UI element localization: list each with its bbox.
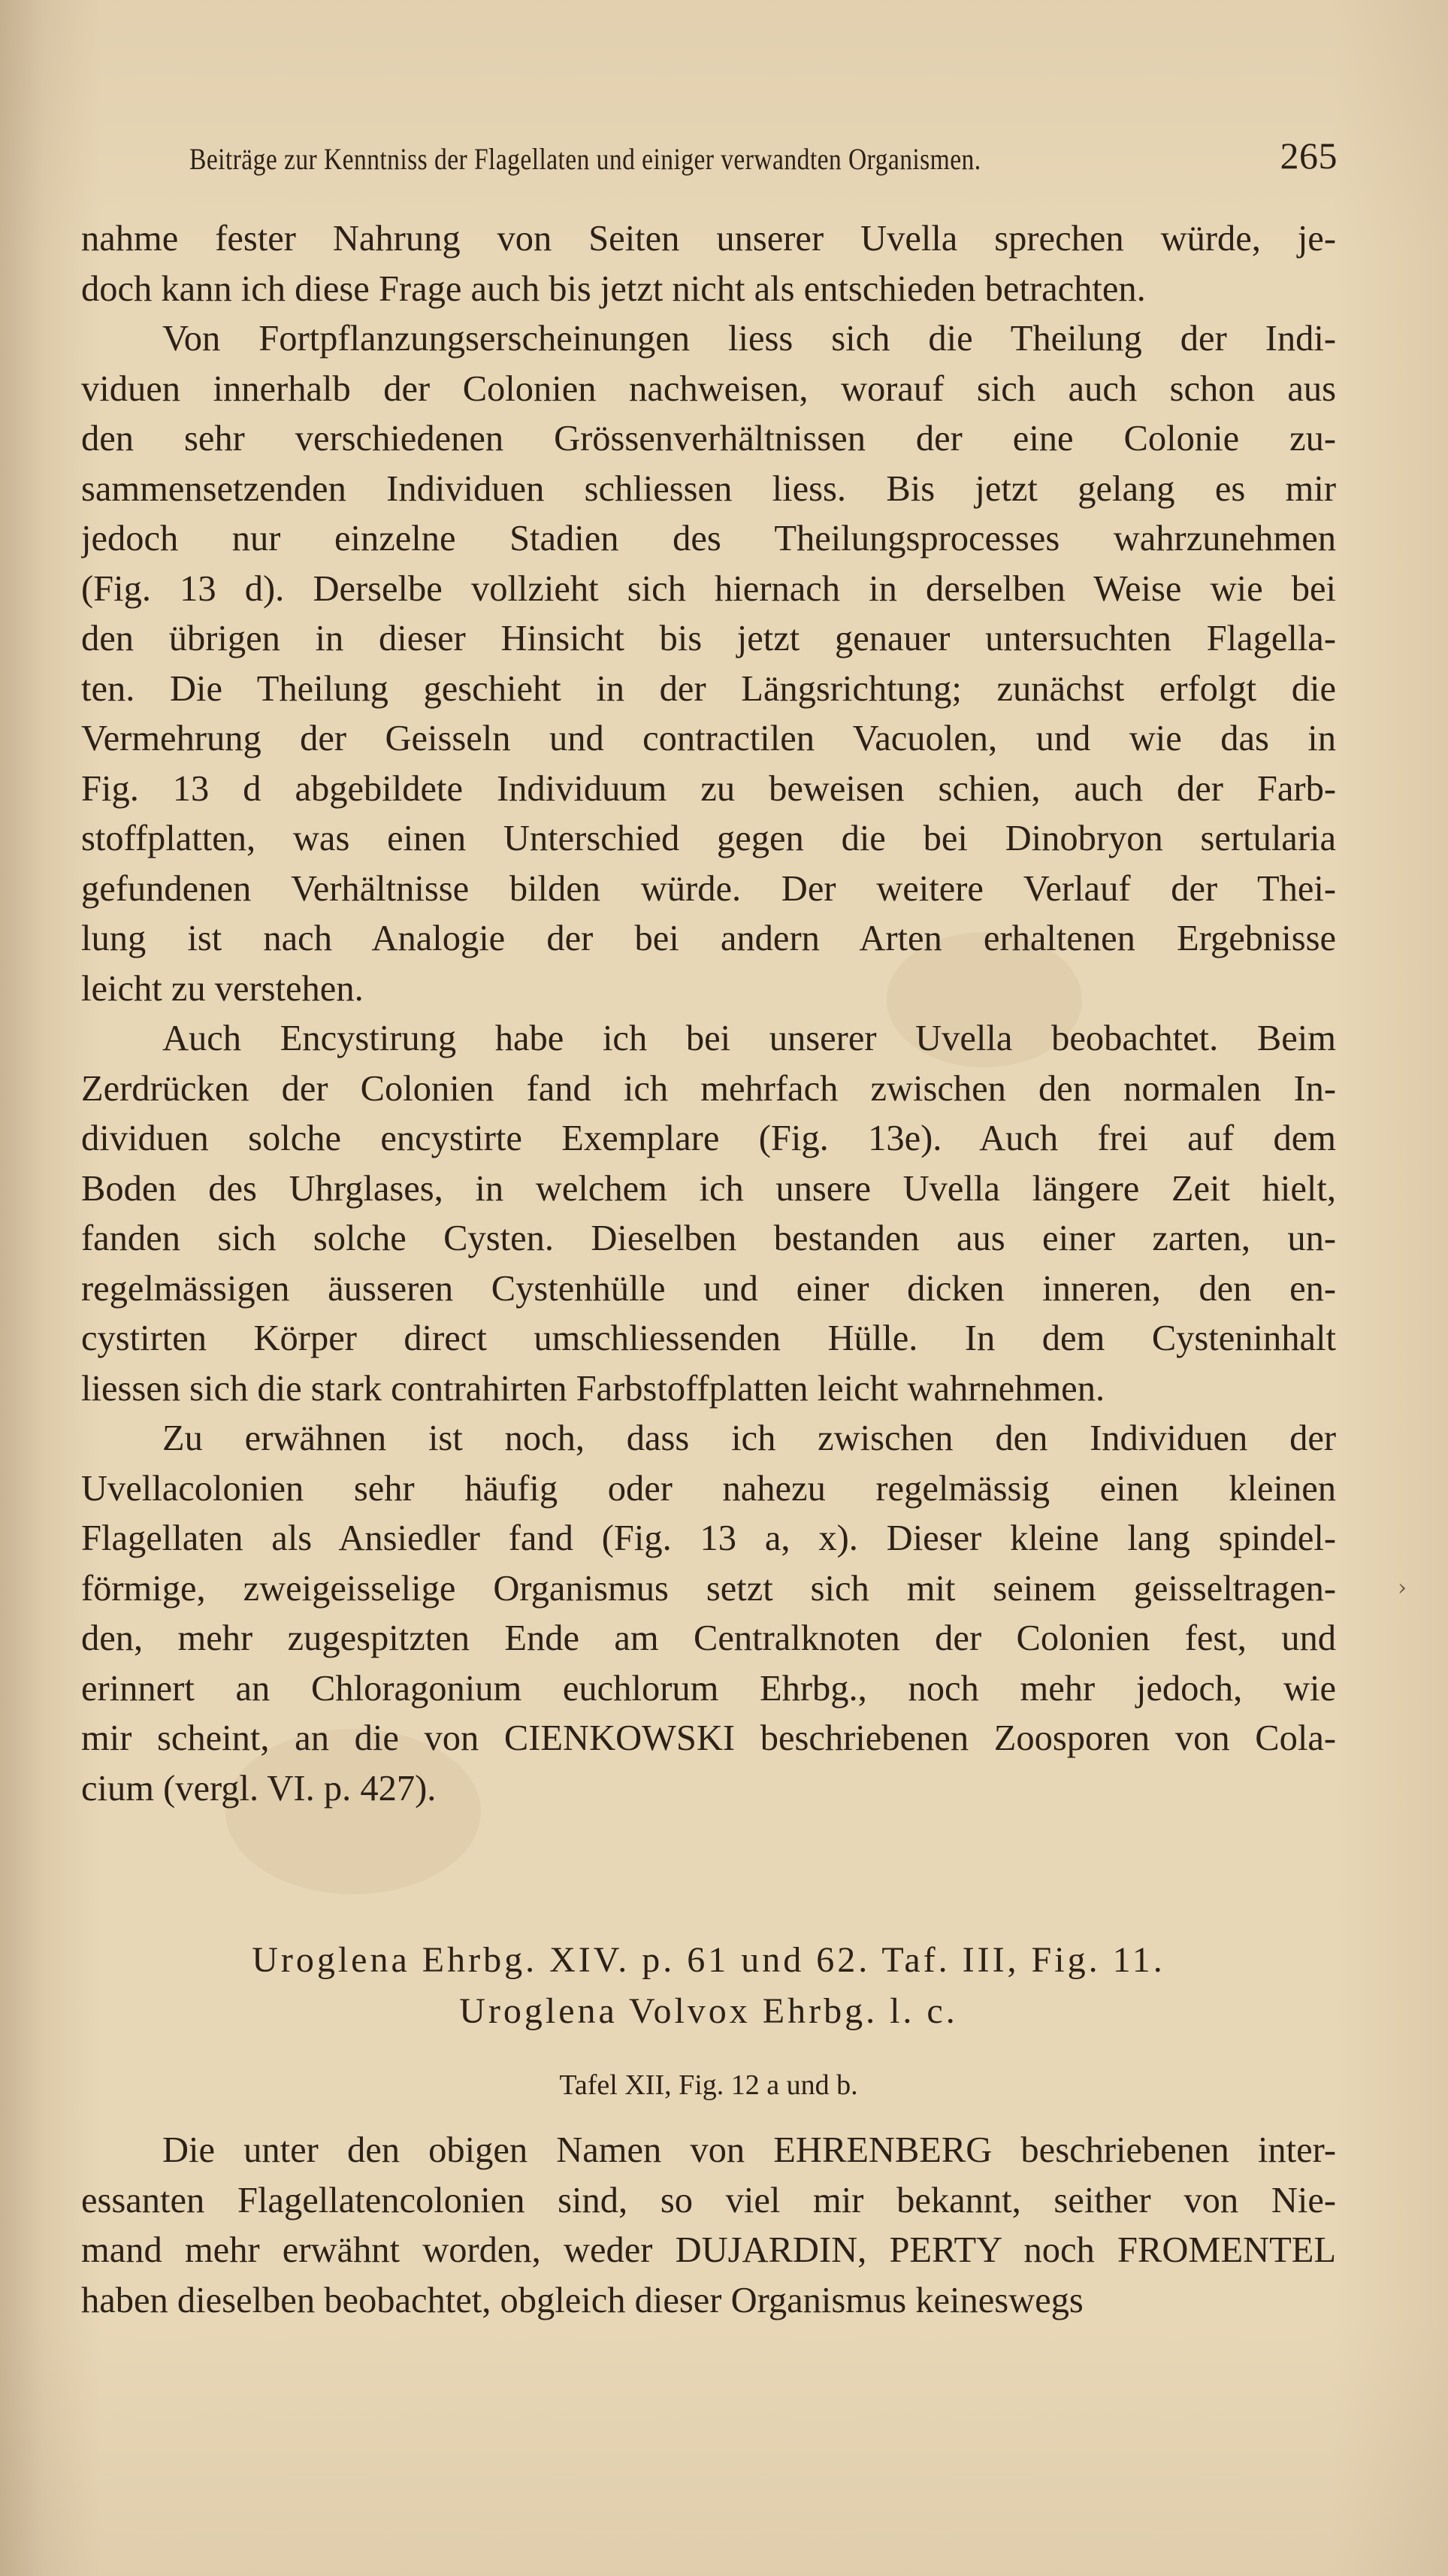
text-line: gefundenen Verhältnisse bilden würde. Der weitere Verlauf der Thei- — [81, 868, 1336, 909]
margin-mark: › — [1398, 1575, 1407, 1601]
text-line: Fig. 13 d abgebildete Individuum zu beweisen schien, auch der Farb- — [81, 768, 1336, 809]
text-line: ten. Die Theilung geschieht in der Längsrichtung; zunächst erfolgt die — [81, 668, 1336, 709]
text-line: regelmässigen äusseren Cystenhülle und einer dicken inneren, den en- — [81, 1268, 1336, 1309]
text-line: dividuen solche encystirte Exemplare (Fig. 13e). Auch frei auf dem — [81, 1118, 1336, 1158]
text-line: Flagellaten als Ansiedler fand (Fig. 13 a, x). Dieser kleine lang spindel- — [81, 1518, 1336, 1558]
main-text — [81, 214, 1336, 1814]
text-line: Auch Encystirung habe ich bei unserer Uvella beobachtet. Beim — [162, 1019, 1336, 1058]
text-line: Uvellacolonien sehr häufig oder nahezu regelmässig einen kleinen — [81, 1468, 1336, 1509]
text-line: Vermehrung der Geisseln und contractilen Vacuolen, und wie das in — [81, 719, 1336, 758]
text-line: stoffplatten, was einen Unterschied gegen die bei Dinobryon sertularia — [81, 819, 1336, 858]
text-line: Zu erwähnen ist noch, dass ich zwischen den Individuen der — [162, 1418, 1336, 1458]
text-line: leicht zu verstehen. — [81, 968, 364, 1009]
text-line: cium (vergl. VI. p. 427). — [81, 1768, 437, 1809]
paragraph — [81, 214, 1336, 314]
text-line: sammensetzenden Individuen schliessen liess. Bis jetzt gelang es mir — [81, 468, 1336, 509]
section-subheading: Uroglena Volvox Ehrbg. l. c. — [459, 1991, 958, 2031]
paragraph — [81, 1414, 1336, 1814]
text-line: förmige, zweigeisselige Organismus setzt sich mit seinem geisseltragen- — [81, 1568, 1336, 1609]
paragraph — [81, 1014, 1336, 1414]
text-line: mir scheint, an die von CIENKOWSKI beschriebenen Zoosporen von Cola- — [81, 1718, 1336, 1758]
text-line: fanden sich solche Cysten. Dieselben bestanden aus einer zarten, un- — [81, 1218, 1336, 1258]
text-line: jedoch nur einzelne Stadien des Theilungsprocesses wahrzunehmen — [81, 519, 1336, 558]
text-line: essanten Flagellatencolonien sind, so viel mir bekannt, seither von Nie- — [81, 2180, 1336, 2220]
text-line: erinnert an Chloragonium euchlorum Ehrbg., noch mehr jedoch, wie — [81, 1668, 1336, 1709]
text-line: den, mehr zugespitzten Ende am Centralknoten der Colonien fest, und — [81, 1618, 1336, 1658]
text-line: haben dieselben beobachtet, obgleich dieser Organismus keineswegs — [81, 2280, 1084, 2320]
paragraph — [81, 314, 1336, 1014]
text-line: lung ist nach Analogie der bei andern Arten erhaltenen Ergebnisse — [81, 919, 1336, 958]
text-line: mand mehr erwähnt worden, weder DUJARDIN, PERTY noch FROMENTEL — [81, 2230, 1336, 2270]
final-paragraph — [81, 2126, 1336, 2326]
section-heading: Uroglena Ehrbg. XIV. p. 61 und 62. Taf. III, Fig. 11. — [252, 1940, 1165, 1980]
text-line: Die unter den obigen Namen von EHRENBERG beschriebenen inter- — [162, 2130, 1336, 2170]
page-number: 265 — [1280, 135, 1338, 177]
text-line: (Fig. 13 d). Derselbe vollzieht sich hiernach in derselben Weise wie bei — [81, 568, 1336, 609]
text-line: nahme fester Nahrung von Seiten unserer Uvella sprechen würde, je- — [81, 219, 1336, 259]
text-line: doch kann ich diese Frage auch bis jetzt nicht als entschieden betrachten. — [81, 268, 1146, 309]
text-line: Von Fortpflanzungserscheinungen liess sich die Theilung der Indi- — [162, 319, 1336, 359]
running-title: Beiträge zur Kenntniss der Flagellaten und einiger verwandten Organismen. — [189, 142, 981, 176]
text-line: den übrigen in dieser Hinsicht bis jetzt genauer untersuchten Flagella- — [81, 619, 1336, 658]
running-header — [189, 134, 1338, 186]
plate-reference: Tafel XII, Fig. 12 a und b. — [559, 2069, 858, 2101]
text-line: Boden des Uhrglases, in welchem ich unsere Uvella längere Zeit hielt, — [81, 1168, 1336, 1209]
text-line: viduen innerhalb der Colonien nachweisen, worauf sich auch schon aus — [81, 368, 1336, 409]
text-line: cystirten Körper direct umschliessenden Hülle. In dem Cysteninhalt — [81, 1318, 1336, 1358]
text-line: Zerdrücken der Colonien fand ich mehrfach zwischen den normalen In- — [81, 1068, 1336, 1109]
text-line: den sehr verschiedenen Grössenverhältnissen der eine Colonie zu- — [81, 419, 1336, 459]
text-line: liessen sich die stark contrahirten Farbstoffplatten leicht wahrnehmen. — [81, 1368, 1105, 1409]
